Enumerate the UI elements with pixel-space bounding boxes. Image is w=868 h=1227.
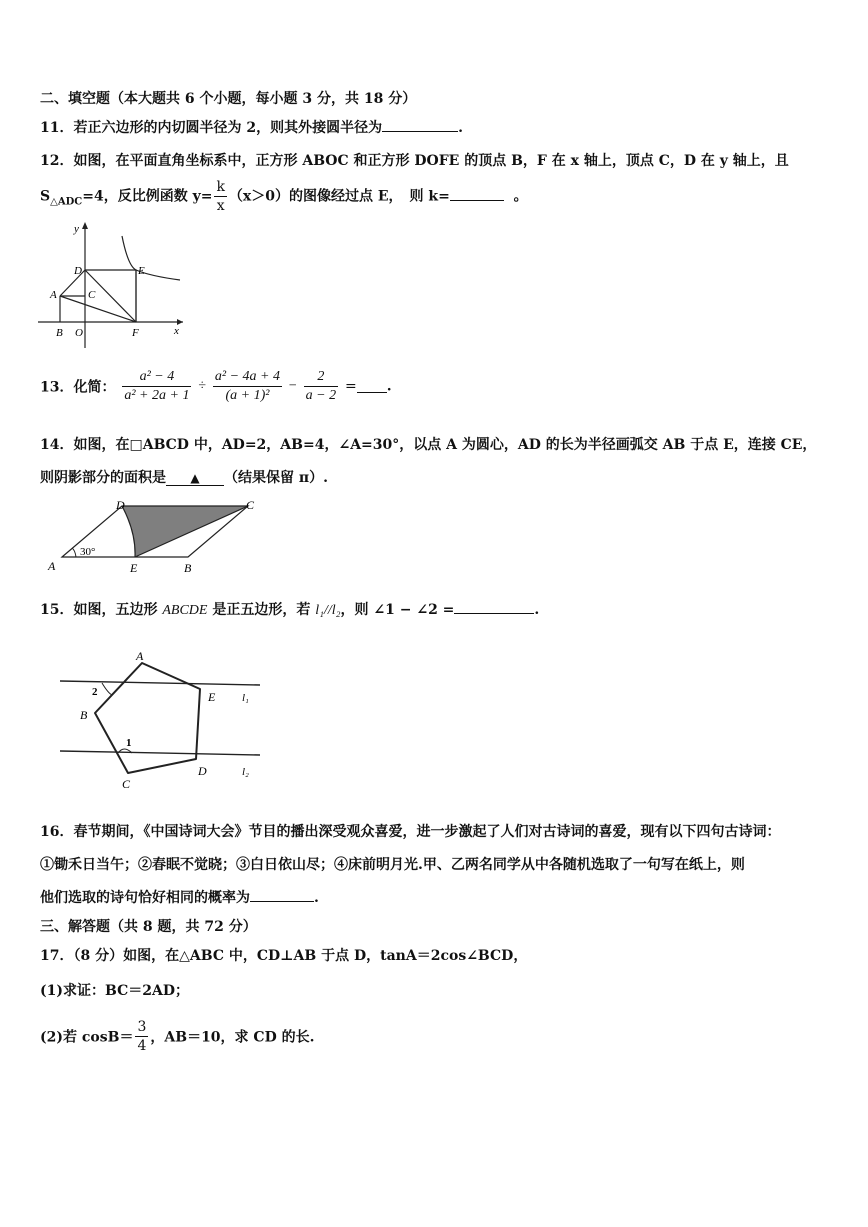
question-16-line-2: ①锄禾日当午；②春眠不觉晓；③白日依山尽；④床前明月光.甲、乙两名同学从中各随机选取了一句写在纸上，则: [40, 857, 745, 873]
q13-equals: =: [344, 378, 357, 395]
question-13: [40, 368, 392, 405]
q13-fraction-1: [122, 368, 191, 405]
q11-answer-blank: [382, 119, 458, 132]
label-F: F: [132, 327, 139, 339]
q14-answer-blank: [166, 471, 224, 486]
q12-answer-blank: [450, 188, 504, 201]
label-E: E: [138, 265, 145, 277]
q16-end: .: [314, 890, 319, 906]
label-l2: l₂: [242, 766, 249, 778]
q14-figure: [42, 496, 272, 578]
q13-prefix: 13．化简：: [40, 379, 116, 396]
label-A: A: [48, 559, 56, 573]
q15-end: .: [534, 602, 540, 618]
q13-divide: ÷: [198, 378, 207, 394]
q16-text: 他们选取的诗句恰好相同的概率为: [40, 890, 250, 906]
label-B: B: [184, 561, 192, 575]
label-A: A: [50, 289, 57, 301]
q17-part2-b: ，AB＝10，求 CD 的长.: [150, 1029, 315, 1046]
hyperbola-curve: [122, 236, 180, 280]
q14-text-b: （结果保留 π）.: [224, 470, 328, 486]
label-angle-30: 30°: [80, 546, 96, 558]
q11-text: 11．若正六边形的内切圆半径为 2，则其外接圆半径为: [40, 120, 383, 136]
label-A: A: [136, 649, 144, 663]
q15-parallel: l₁//l₂: [315, 603, 341, 618]
question-16-line-1: 16．春节期间，《中国诗词大会》节目的播出深受观众喜爱，进一步激起了人们对古诗词的喜爱，现有以下四句古诗词：: [40, 824, 781, 840]
question-12-line-2: [40, 178, 528, 215]
label-D: D: [116, 498, 125, 512]
q12-end: 。: [513, 188, 528, 205]
q15-text-c: ，则 ∠1 − ∠2 =: [340, 602, 455, 618]
label-angle-2: 2: [92, 686, 98, 698]
label-E: E: [130, 561, 138, 575]
angle-arc: [72, 548, 76, 557]
q12-s-subscript: △ADC: [50, 196, 83, 208]
q12-fraction: [214, 178, 226, 215]
q13-answer-blank: [357, 380, 387, 393]
q14-text-a: 则阴影部分的面积是: [40, 470, 166, 486]
line-l2: [60, 751, 260, 755]
question-15: [40, 599, 539, 619]
label-O: O: [75, 327, 83, 339]
question-17-part-2: [40, 1018, 314, 1055]
label-angle-1: 1: [126, 737, 132, 749]
q12-figure: [38, 218, 188, 353]
label-D: D: [198, 764, 207, 778]
pentagon-ABCDE: [95, 663, 200, 773]
q12-frac-num: k: [216, 179, 225, 195]
question-14-line-2: [40, 467, 328, 487]
q17-frac-num: 3: [137, 1019, 147, 1035]
question-14-line-1: 14．如图，在□ABCD 中，AD=2，AB=4，∠A=30°，以点 A 为圆心，AD 的长为半径画弧交 AB 于点 E，连接 CE，: [40, 437, 817, 453]
q13-f2-den: (a + 1)²: [225, 388, 270, 403]
q13-fraction-3: [304, 368, 338, 405]
q13-f2-num: a² − 4a + 4: [213, 368, 282, 387]
label-l1: l₁: [242, 692, 249, 704]
label-x: x: [174, 325, 179, 337]
line-l1: [60, 681, 260, 685]
q12-frac-den: x: [216, 198, 225, 214]
q15-text-a: 15．如图，五边形: [40, 602, 163, 618]
q13-f3-num: 2: [304, 368, 338, 387]
angle-2-arc: [102, 683, 112, 695]
q11-end: .: [458, 120, 463, 136]
label-E: E: [208, 690, 216, 704]
label-C: C: [246, 498, 255, 512]
q15-text-b: 是正五边形，若: [207, 602, 316, 618]
q16-answer-blank: [250, 889, 314, 902]
q13-minus: −: [288, 378, 297, 394]
q15-pentagon-name: ABCDE: [162, 603, 208, 618]
q13-f1-den: a² + 2a + 1: [124, 388, 190, 403]
shaded-region: [122, 506, 248, 557]
triangle-icon: ▲: [190, 471, 200, 485]
q15-answer-blank: [454, 601, 534, 614]
question-17-part-1: (1)求证：BC＝2AD；: [40, 983, 189, 999]
question-16-line-3: [40, 887, 319, 907]
q17-part2-a: (2)若 cosB＝: [40, 1029, 134, 1046]
q13-fraction-2: [213, 368, 282, 405]
label-C: C: [88, 289, 96, 301]
label-B: B: [80, 708, 88, 722]
section-2-heading: 二、填空题（本大题共 6 个小题，每小题 3 分，共 18 分）: [40, 91, 417, 107]
q13-f1-num: a² − 4: [122, 368, 191, 387]
q12-part-a: =4，反比例函数 y=: [82, 188, 213, 205]
q12-part-b: （x＞0）的图像经过点 E， 则 k=: [228, 188, 450, 205]
q17-frac-den: 4: [137, 1038, 147, 1054]
q13-end: .: [386, 378, 392, 395]
y-axis-arrow-icon: [82, 222, 88, 229]
q12-s-label: S: [40, 188, 51, 205]
label-y: y: [74, 223, 79, 235]
label-D: D: [74, 265, 82, 277]
q13-f3-den: a − 2: [305, 388, 337, 403]
question-11: [40, 117, 463, 137]
segment-AF: [60, 296, 136, 322]
question-12-line-1: 12．如图，在平面直角坐标系中，正方形 ABOC 和正方形 DOFE 的顶点 B，F 在 x 轴上，顶点 C，D 在 y 轴上，且: [40, 153, 789, 169]
question-17-line-1: 17．（8 分）如图，在△ABC 中，CD⊥AB 于点 D，tanA＝2cos∠BCD，: [40, 948, 528, 964]
q17-fraction: [135, 1018, 148, 1055]
label-C: C: [122, 777, 131, 791]
q15-figure: [50, 645, 270, 795]
label-B: B: [56, 327, 63, 339]
section-3-heading: 三、解答题（共 8 题，共 72 分）: [40, 919, 257, 935]
